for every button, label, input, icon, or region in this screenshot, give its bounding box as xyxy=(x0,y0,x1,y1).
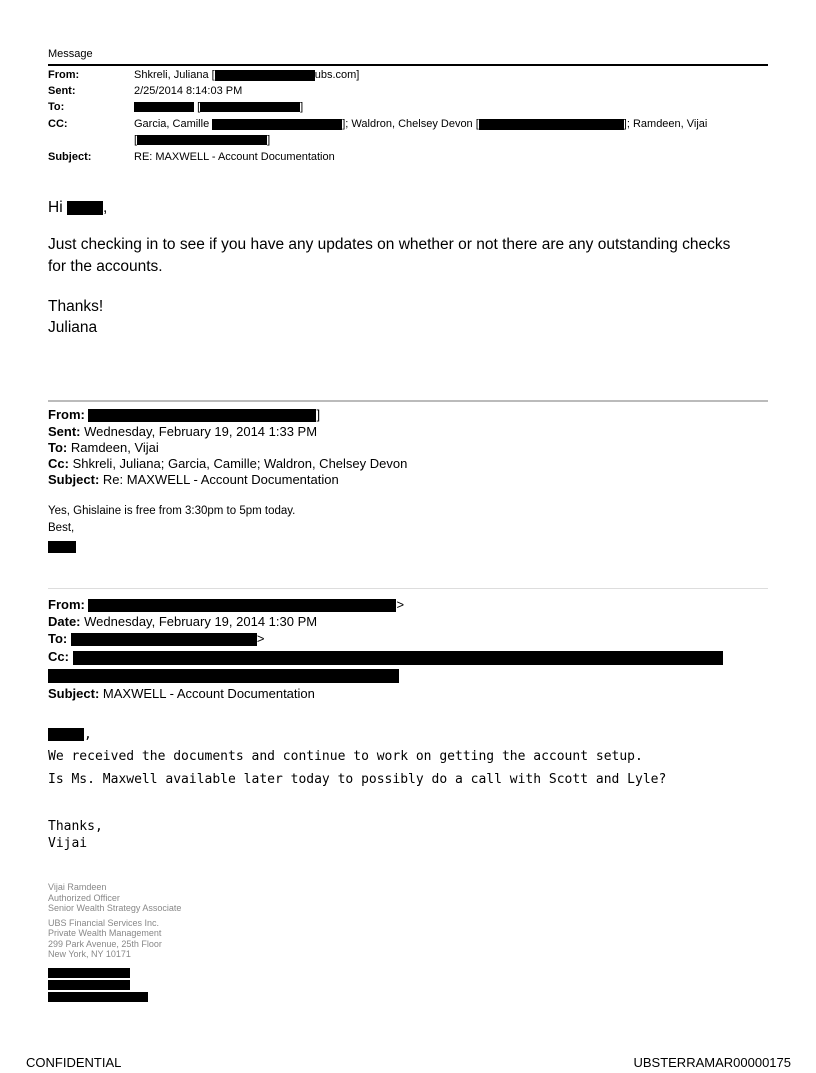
sig-title-1: Authorized Officer xyxy=(48,892,120,903)
redaction-box xyxy=(88,409,316,422)
redaction-box xyxy=(48,992,148,1002)
email1-signature: Juliana xyxy=(48,319,98,336)
redaction-box xyxy=(48,968,130,978)
cc-label: CC: xyxy=(48,118,68,130)
redaction-box xyxy=(71,633,257,646)
subject-value: Re: MAXWELL - Account Documentation xyxy=(102,472,339,487)
from-label: From: xyxy=(48,69,80,81)
redaction-box xyxy=(200,102,300,112)
redaction-box xyxy=(48,541,76,553)
from-label: From: xyxy=(48,597,85,612)
redaction-box xyxy=(479,119,624,130)
from-value xyxy=(134,69,359,81)
cc-bracket-close: ] xyxy=(267,134,271,146)
email3-signature: Vijai xyxy=(48,836,88,851)
sig-company: UBS Financial Services Inc. xyxy=(48,917,160,928)
redaction-box xyxy=(88,599,396,612)
redaction-box xyxy=(48,669,399,683)
greeting-comma: , xyxy=(84,727,92,742)
to-close: > xyxy=(256,631,265,646)
email3-to xyxy=(48,631,264,647)
cc-value xyxy=(134,118,707,130)
to-value: Ramdeen, Vijai xyxy=(70,440,159,455)
sig-address-2: New York, NY 10171 xyxy=(48,949,131,959)
from-close: ] xyxy=(316,407,321,422)
signature-block xyxy=(48,882,181,960)
to-value xyxy=(134,101,303,113)
cc-name-2: ]; Waldron, Chelsey Devon [ xyxy=(342,118,479,130)
subject-value: MAXWELL - Account Documentation xyxy=(102,686,315,701)
redaction-box xyxy=(48,728,84,741)
email3-from xyxy=(48,597,404,613)
footer-confidential: CONFIDENTIAL xyxy=(26,1055,122,1070)
header-rule xyxy=(48,64,768,66)
from-name: Shkreli, Juliana [ xyxy=(134,69,215,81)
cc-value: Shkreli, Juliana; Garcia, Camille; Waldron, Chelsey Devon xyxy=(72,456,408,471)
subject-label: Subject: xyxy=(48,472,100,487)
sent-value: 2/25/2014 8:14:03 PM xyxy=(134,85,243,97)
email3-cc xyxy=(48,649,723,665)
cc-label: Cc: xyxy=(48,649,69,664)
to-label: To: xyxy=(48,101,65,113)
redaction-box xyxy=(67,201,103,215)
email2-from xyxy=(48,407,320,423)
quote-separator xyxy=(48,400,768,402)
sent-label: Sent: xyxy=(48,85,76,97)
to-label: To: xyxy=(48,631,68,646)
subject-value: RE: MAXWELL - Account Documentation xyxy=(134,151,335,163)
cc-bracket-open: [ xyxy=(134,134,138,146)
date-label: Date: xyxy=(48,614,81,629)
quote-separator xyxy=(48,588,768,589)
cc-value-line2 xyxy=(134,134,270,146)
redaction-box xyxy=(73,651,723,665)
email3-closing: Thanks, xyxy=(48,819,103,834)
from-domain: ubs.com] xyxy=(314,69,360,81)
sig-title-2: Senior Wealth Strategy Associate xyxy=(48,903,182,913)
email3-body-1: We received the documents and continue to work on getting the account setup. xyxy=(48,749,643,764)
redaction-box xyxy=(134,102,194,112)
cc-label: Cc: xyxy=(48,456,69,471)
email2-body-2: Best, xyxy=(48,522,75,534)
footer-bates-number: UBSTERRAMAR00000175 xyxy=(633,1055,791,1070)
to-bracket-open: [ xyxy=(197,101,201,113)
email3-greeting xyxy=(48,726,92,744)
sig-address-1: 299 Park Avenue, 25th Floor xyxy=(48,938,162,949)
to-label: To: xyxy=(48,440,68,455)
from-close: > xyxy=(396,597,405,612)
redaction-box xyxy=(137,135,267,145)
email3-subject xyxy=(48,686,315,702)
cc-name-1: Garcia, Camille xyxy=(134,118,210,130)
subject-label: Subject: xyxy=(48,151,92,163)
cc-name-3: ]; Ramdeen, Vijai xyxy=(623,118,708,130)
message-label: Message xyxy=(48,48,93,60)
redaction-box xyxy=(48,980,130,990)
to-bracket-close: ] xyxy=(300,101,304,113)
sent-label: Sent: xyxy=(48,424,81,439)
email1-closing: Thanks! xyxy=(48,298,104,315)
greeting-text: Hi xyxy=(48,199,63,216)
sent-value: Wednesday, February 19, 2014 1:33 PM xyxy=(84,424,318,439)
from-label: From: xyxy=(48,407,85,422)
date-value: Wednesday, February 19, 2014 1:30 PM xyxy=(84,614,318,629)
redaction-box xyxy=(212,119,342,130)
redaction-box xyxy=(215,70,315,81)
email2-sent xyxy=(48,424,317,440)
greeting-comma: , xyxy=(102,199,108,216)
email2-cc xyxy=(48,456,407,472)
email3-body-2: Is Ms. Maxwell available later today to possibly do a call with Scott and Lyle? xyxy=(48,772,667,787)
email1-greeting xyxy=(48,197,107,219)
email2-to xyxy=(48,440,159,456)
email2-body-1: Yes, Ghislaine is free from 3:30pm to 5pm today. xyxy=(48,505,296,517)
sig-division: Private Wealth Management xyxy=(48,928,162,938)
email2-subject xyxy=(48,472,339,488)
email3-date xyxy=(48,614,317,630)
email1-body: Just checking in to see if you have any updates on whether or not there are any outstanding checks for the accounts. xyxy=(48,236,731,275)
sig-name: Vijai Ramdeen xyxy=(48,882,107,892)
subject-label: Subject: xyxy=(48,686,100,701)
